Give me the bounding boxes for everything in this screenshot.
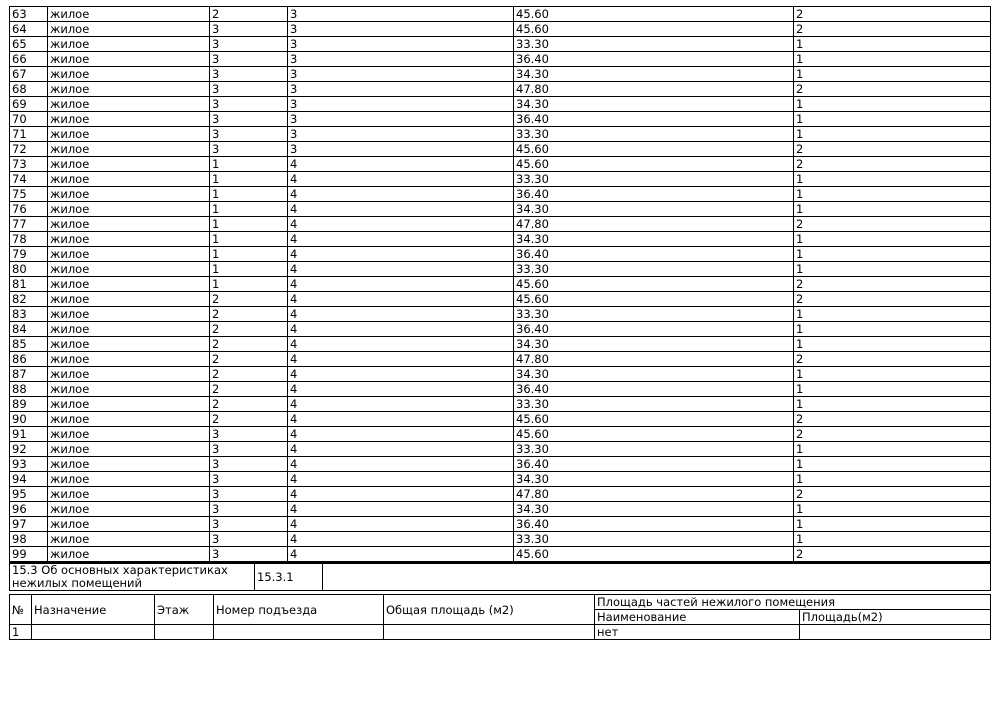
header-purpose: Назначение bbox=[32, 595, 155, 625]
cell-entrance: 4 bbox=[288, 547, 514, 562]
cell-entrance: 4 bbox=[288, 322, 514, 337]
cell-floor: 2 bbox=[210, 337, 288, 352]
cell-floor: 3 bbox=[210, 442, 288, 457]
cell-purpose: жилое bbox=[48, 412, 210, 427]
cell-rooms: 1 bbox=[794, 97, 991, 112]
cell-entrance: 4 bbox=[288, 517, 514, 532]
cell-purpose: жилое bbox=[48, 217, 210, 232]
cell-num: 66 bbox=[10, 52, 48, 67]
cell-purpose: жилое bbox=[48, 232, 210, 247]
cell-entrance: 4 bbox=[288, 397, 514, 412]
table-row bbox=[10, 337, 991, 352]
cell-purpose: жилое bbox=[48, 532, 210, 547]
table-row bbox=[10, 517, 991, 532]
header-entrance: Номер подъезда bbox=[214, 595, 384, 625]
cell-entrance: 3 bbox=[288, 22, 514, 37]
cell-area: 36.40 bbox=[514, 517, 794, 532]
cell-area: 45.60 bbox=[514, 412, 794, 427]
cell-floor: 1 bbox=[210, 247, 288, 262]
cell-purpose: жилое bbox=[48, 487, 210, 502]
cell-num: 91 bbox=[10, 427, 48, 442]
cell-area: 45.60 bbox=[514, 22, 794, 37]
cell-floor: 3 bbox=[210, 142, 288, 157]
cell-rooms: 1 bbox=[794, 397, 991, 412]
cell-area: 36.40 bbox=[514, 322, 794, 337]
cell-rooms: 1 bbox=[794, 127, 991, 142]
nonres-cell-part-area bbox=[800, 625, 991, 640]
cell-area: 36.40 bbox=[514, 382, 794, 397]
cell-area: 33.30 bbox=[514, 532, 794, 547]
nonresidential-table bbox=[9, 594, 991, 640]
cell-purpose: жилое bbox=[48, 112, 210, 127]
cell-num: 95 bbox=[10, 487, 48, 502]
table-row bbox=[10, 112, 991, 127]
table-row bbox=[10, 427, 991, 442]
cell-entrance: 4 bbox=[288, 202, 514, 217]
cell-rooms: 2 bbox=[794, 142, 991, 157]
cell-area: 36.40 bbox=[514, 112, 794, 127]
cell-purpose: жилое bbox=[48, 352, 210, 367]
document-sheet bbox=[9, 6, 990, 640]
nonres-row bbox=[10, 625, 991, 640]
cell-area: 45.60 bbox=[514, 277, 794, 292]
cell-area: 47.80 bbox=[514, 487, 794, 502]
cell-num: 90 bbox=[10, 412, 48, 427]
cell-area: 33.30 bbox=[514, 127, 794, 142]
cell-rooms: 2 bbox=[794, 427, 991, 442]
cell-area: 45.60 bbox=[514, 427, 794, 442]
cell-purpose: жилое bbox=[48, 427, 210, 442]
cell-entrance: 4 bbox=[288, 262, 514, 277]
header-part-name: Наименование bbox=[595, 610, 800, 625]
cell-floor: 3 bbox=[210, 427, 288, 442]
cell-purpose: жилое bbox=[48, 547, 210, 562]
section-header bbox=[9, 562, 991, 591]
table-row bbox=[10, 232, 991, 247]
cell-num: 73 bbox=[10, 157, 48, 172]
cell-area: 45.60 bbox=[514, 547, 794, 562]
cell-rooms: 2 bbox=[794, 487, 991, 502]
cell-entrance: 4 bbox=[288, 292, 514, 307]
cell-area: 34.30 bbox=[514, 502, 794, 517]
table-row bbox=[10, 202, 991, 217]
cell-num: 93 bbox=[10, 457, 48, 472]
table-row bbox=[10, 262, 991, 277]
cell-area: 33.30 bbox=[514, 397, 794, 412]
cell-purpose: жилое bbox=[48, 172, 210, 187]
cell-rooms: 2 bbox=[794, 82, 991, 97]
cell-rooms: 1 bbox=[794, 532, 991, 547]
cell-rooms: 1 bbox=[794, 382, 991, 397]
cell-entrance: 4 bbox=[288, 382, 514, 397]
cell-purpose: жилое bbox=[48, 472, 210, 487]
cell-rooms: 1 bbox=[794, 172, 991, 187]
cell-area: 36.40 bbox=[514, 457, 794, 472]
cell-floor: 3 bbox=[210, 67, 288, 82]
cell-floor: 3 bbox=[210, 97, 288, 112]
cell-area: 34.30 bbox=[514, 367, 794, 382]
cell-num: 64 bbox=[10, 22, 48, 37]
cell-floor: 3 bbox=[210, 517, 288, 532]
table-row bbox=[10, 52, 991, 67]
cell-rooms: 1 bbox=[794, 472, 991, 487]
cell-area: 47.80 bbox=[514, 217, 794, 232]
cell-entrance: 4 bbox=[288, 502, 514, 517]
table-row bbox=[10, 457, 991, 472]
table-row bbox=[10, 142, 991, 157]
apartments-table bbox=[9, 6, 991, 562]
header-area: Общая площадь (м2) bbox=[384, 595, 595, 625]
cell-rooms: 2 bbox=[794, 22, 991, 37]
section-title-line2: нежилых помещений bbox=[12, 576, 142, 590]
cell-entrance: 4 bbox=[288, 337, 514, 352]
cell-floor: 3 bbox=[210, 472, 288, 487]
table-row bbox=[10, 322, 991, 337]
cell-area: 34.30 bbox=[514, 67, 794, 82]
cell-num: 74 bbox=[10, 172, 48, 187]
cell-floor: 1 bbox=[210, 232, 288, 247]
cell-entrance: 4 bbox=[288, 367, 514, 382]
cell-area: 47.80 bbox=[514, 352, 794, 367]
cell-floor: 1 bbox=[210, 202, 288, 217]
cell-area: 33.30 bbox=[514, 172, 794, 187]
cell-entrance: 4 bbox=[288, 427, 514, 442]
header-num: № bbox=[10, 595, 32, 625]
cell-floor: 3 bbox=[210, 532, 288, 547]
cell-rooms: 1 bbox=[794, 67, 991, 82]
cell-area: 45.60 bbox=[514, 142, 794, 157]
cell-rooms: 1 bbox=[794, 442, 991, 457]
section-title bbox=[10, 563, 255, 591]
cell-area: 36.40 bbox=[514, 187, 794, 202]
cell-purpose: жилое bbox=[48, 322, 210, 337]
section-code: 15.3.1 bbox=[255, 563, 323, 591]
cell-entrance: 4 bbox=[288, 487, 514, 502]
cell-entrance: 4 bbox=[288, 442, 514, 457]
cell-rooms: 1 bbox=[794, 457, 991, 472]
cell-floor: 3 bbox=[210, 37, 288, 52]
cell-rooms: 1 bbox=[794, 322, 991, 337]
cell-num: 63 bbox=[10, 7, 48, 22]
cell-floor: 2 bbox=[210, 397, 288, 412]
header-parts: Площадь частей нежилого помещения bbox=[595, 595, 991, 610]
cell-area: 45.60 bbox=[514, 292, 794, 307]
cell-num: 97 bbox=[10, 517, 48, 532]
cell-purpose: жилое bbox=[48, 397, 210, 412]
cell-floor: 3 bbox=[210, 52, 288, 67]
cell-entrance: 4 bbox=[288, 247, 514, 262]
cell-area: 33.30 bbox=[514, 37, 794, 52]
cell-floor: 3 bbox=[210, 457, 288, 472]
cell-rooms: 2 bbox=[794, 412, 991, 427]
cell-area: 34.30 bbox=[514, 337, 794, 352]
table-row bbox=[10, 247, 991, 262]
cell-floor: 1 bbox=[210, 172, 288, 187]
cell-floor: 1 bbox=[210, 262, 288, 277]
table-row bbox=[10, 7, 991, 22]
nonres-cell-area bbox=[384, 625, 595, 640]
cell-num: 69 bbox=[10, 97, 48, 112]
cell-floor: 2 bbox=[210, 322, 288, 337]
cell-rooms: 1 bbox=[794, 307, 991, 322]
table-row bbox=[10, 472, 991, 487]
nonresidential-table-body bbox=[10, 595, 991, 640]
table-row bbox=[10, 22, 991, 37]
cell-entrance: 4 bbox=[288, 352, 514, 367]
cell-num: 72 bbox=[10, 142, 48, 157]
cell-floor: 2 bbox=[210, 307, 288, 322]
cell-area: 33.30 bbox=[514, 262, 794, 277]
table-row bbox=[10, 172, 991, 187]
cell-entrance: 4 bbox=[288, 412, 514, 427]
cell-num: 65 bbox=[10, 37, 48, 52]
cell-entrance: 3 bbox=[288, 37, 514, 52]
cell-num: 86 bbox=[10, 352, 48, 367]
nonres-cell-floor bbox=[155, 625, 214, 640]
cell-rooms: 1 bbox=[794, 52, 991, 67]
cell-num: 82 bbox=[10, 292, 48, 307]
cell-entrance: 3 bbox=[288, 52, 514, 67]
section-row bbox=[10, 563, 991, 591]
cell-floor: 3 bbox=[210, 502, 288, 517]
cell-num: 89 bbox=[10, 397, 48, 412]
cell-rooms: 2 bbox=[794, 157, 991, 172]
cell-entrance: 4 bbox=[288, 232, 514, 247]
cell-entrance: 4 bbox=[288, 157, 514, 172]
table-row bbox=[10, 502, 991, 517]
cell-purpose: жилое bbox=[48, 262, 210, 277]
cell-rooms: 1 bbox=[794, 187, 991, 202]
header-part-area: Площадь(м2) bbox=[800, 610, 991, 625]
table-row bbox=[10, 367, 991, 382]
cell-purpose: жилое bbox=[48, 52, 210, 67]
nonres-cell-part-name: нет bbox=[595, 625, 800, 640]
cell-entrance: 4 bbox=[288, 307, 514, 322]
cell-area: 36.40 bbox=[514, 247, 794, 262]
cell-area: 33.30 bbox=[514, 307, 794, 322]
table-row bbox=[10, 547, 991, 562]
cell-purpose: жилое bbox=[48, 247, 210, 262]
cell-floor: 2 bbox=[210, 292, 288, 307]
cell-area: 34.30 bbox=[514, 97, 794, 112]
cell-purpose: жилое bbox=[48, 7, 210, 22]
cell-purpose: жилое bbox=[48, 307, 210, 322]
cell-floor: 2 bbox=[210, 7, 288, 22]
cell-rooms: 2 bbox=[794, 547, 991, 562]
cell-entrance: 3 bbox=[288, 127, 514, 142]
table-row bbox=[10, 277, 991, 292]
header-floor: Этаж bbox=[155, 595, 214, 625]
cell-entrance: 4 bbox=[288, 187, 514, 202]
cell-floor: 3 bbox=[210, 22, 288, 37]
cell-purpose: жилое bbox=[48, 82, 210, 97]
cell-rooms: 2 bbox=[794, 352, 991, 367]
cell-floor: 3 bbox=[210, 127, 288, 142]
cell-num: 81 bbox=[10, 277, 48, 292]
table-row bbox=[10, 352, 991, 367]
table-row bbox=[10, 292, 991, 307]
cell-purpose: жилое bbox=[48, 202, 210, 217]
cell-rooms: 1 bbox=[794, 262, 991, 277]
cell-area: 34.30 bbox=[514, 202, 794, 217]
table-row bbox=[10, 82, 991, 97]
cell-rooms: 1 bbox=[794, 37, 991, 52]
cell-purpose: жилое bbox=[48, 457, 210, 472]
cell-rooms: 1 bbox=[794, 337, 991, 352]
cell-floor: 2 bbox=[210, 367, 288, 382]
cell-entrance: 3 bbox=[288, 112, 514, 127]
nonres-header-row bbox=[10, 595, 991, 610]
table-row bbox=[10, 382, 991, 397]
cell-purpose: жилое bbox=[48, 97, 210, 112]
table-row bbox=[10, 67, 991, 82]
cell-num: 85 bbox=[10, 337, 48, 352]
cell-entrance: 4 bbox=[288, 277, 514, 292]
cell-area: 34.30 bbox=[514, 232, 794, 247]
cell-num: 67 bbox=[10, 67, 48, 82]
cell-num: 71 bbox=[10, 127, 48, 142]
cell-floor: 1 bbox=[210, 277, 288, 292]
nonres-cell-entrance bbox=[214, 625, 384, 640]
cell-entrance: 4 bbox=[288, 172, 514, 187]
cell-entrance: 3 bbox=[288, 7, 514, 22]
table-row bbox=[10, 397, 991, 412]
cell-rooms: 2 bbox=[794, 7, 991, 22]
section-filler bbox=[323, 563, 991, 591]
cell-num: 80 bbox=[10, 262, 48, 277]
table-row bbox=[10, 187, 991, 202]
cell-floor: 2 bbox=[210, 352, 288, 367]
table-row bbox=[10, 127, 991, 142]
cell-num: 78 bbox=[10, 232, 48, 247]
cell-purpose: жилое bbox=[48, 502, 210, 517]
cell-num: 94 bbox=[10, 472, 48, 487]
cell-num: 96 bbox=[10, 502, 48, 517]
cell-floor: 3 bbox=[210, 112, 288, 127]
cell-area: 47.80 bbox=[514, 82, 794, 97]
table-row bbox=[10, 412, 991, 427]
cell-purpose: жилое bbox=[48, 22, 210, 37]
nonres-cell-num: 1 bbox=[10, 625, 32, 640]
table-row bbox=[10, 37, 991, 52]
cell-entrance: 4 bbox=[288, 217, 514, 232]
cell-entrance: 4 bbox=[288, 472, 514, 487]
table-row bbox=[10, 217, 991, 232]
cell-num: 98 bbox=[10, 532, 48, 547]
cell-entrance: 4 bbox=[288, 457, 514, 472]
cell-floor: 1 bbox=[210, 217, 288, 232]
cell-num: 75 bbox=[10, 187, 48, 202]
cell-num: 83 bbox=[10, 307, 48, 322]
apartments-table-body bbox=[10, 7, 991, 562]
cell-floor: 3 bbox=[210, 487, 288, 502]
cell-purpose: жилое bbox=[48, 127, 210, 142]
cell-num: 92 bbox=[10, 442, 48, 457]
cell-purpose: жилое bbox=[48, 367, 210, 382]
cell-num: 99 bbox=[10, 547, 48, 562]
cell-purpose: жилое bbox=[48, 517, 210, 532]
cell-rooms: 1 bbox=[794, 232, 991, 247]
cell-purpose: жилое bbox=[48, 157, 210, 172]
table-row bbox=[10, 307, 991, 322]
cell-rooms: 2 bbox=[794, 277, 991, 292]
cell-floor: 3 bbox=[210, 82, 288, 97]
cell-purpose: жилое bbox=[48, 277, 210, 292]
cell-entrance: 4 bbox=[288, 532, 514, 547]
cell-area: 34.30 bbox=[514, 472, 794, 487]
table-row bbox=[10, 487, 991, 502]
cell-rooms: 1 bbox=[794, 367, 991, 382]
cell-area: 33.30 bbox=[514, 442, 794, 457]
table-row bbox=[10, 97, 991, 112]
cell-num: 84 bbox=[10, 322, 48, 337]
table-row bbox=[10, 532, 991, 547]
cell-purpose: жилое bbox=[48, 442, 210, 457]
cell-purpose: жилое bbox=[48, 337, 210, 352]
table-row bbox=[10, 157, 991, 172]
cell-floor: 2 bbox=[210, 382, 288, 397]
cell-num: 76 bbox=[10, 202, 48, 217]
cell-entrance: 3 bbox=[288, 82, 514, 97]
cell-area: 45.60 bbox=[514, 157, 794, 172]
cell-rooms: 1 bbox=[794, 202, 991, 217]
cell-floor: 2 bbox=[210, 412, 288, 427]
cell-num: 77 bbox=[10, 217, 48, 232]
cell-num: 88 bbox=[10, 382, 48, 397]
cell-entrance: 3 bbox=[288, 67, 514, 82]
cell-purpose: жилое bbox=[48, 187, 210, 202]
cell-purpose: жилое bbox=[48, 382, 210, 397]
nonres-cell-purpose bbox=[32, 625, 155, 640]
cell-floor: 1 bbox=[210, 187, 288, 202]
cell-purpose: жилое bbox=[48, 37, 210, 52]
cell-num: 68 bbox=[10, 82, 48, 97]
cell-num: 79 bbox=[10, 247, 48, 262]
cell-purpose: жилое bbox=[48, 292, 210, 307]
cell-rooms: 2 bbox=[794, 217, 991, 232]
table-row bbox=[10, 442, 991, 457]
cell-rooms: 1 bbox=[794, 247, 991, 262]
cell-num: 70 bbox=[10, 112, 48, 127]
cell-rooms: 1 bbox=[794, 502, 991, 517]
section-title-line1: 15.3 Об основных характеристиках bbox=[12, 563, 228, 577]
cell-floor: 3 bbox=[210, 547, 288, 562]
cell-rooms: 2 bbox=[794, 292, 991, 307]
cell-num: 87 bbox=[10, 367, 48, 382]
cell-purpose: жилое bbox=[48, 142, 210, 157]
cell-rooms: 1 bbox=[794, 112, 991, 127]
cell-area: 36.40 bbox=[514, 52, 794, 67]
cell-area: 45.60 bbox=[514, 7, 794, 22]
cell-rooms: 1 bbox=[794, 517, 991, 532]
cell-purpose: жилое bbox=[48, 67, 210, 82]
cell-entrance: 3 bbox=[288, 142, 514, 157]
cell-floor: 1 bbox=[210, 157, 288, 172]
cell-entrance: 3 bbox=[288, 97, 514, 112]
